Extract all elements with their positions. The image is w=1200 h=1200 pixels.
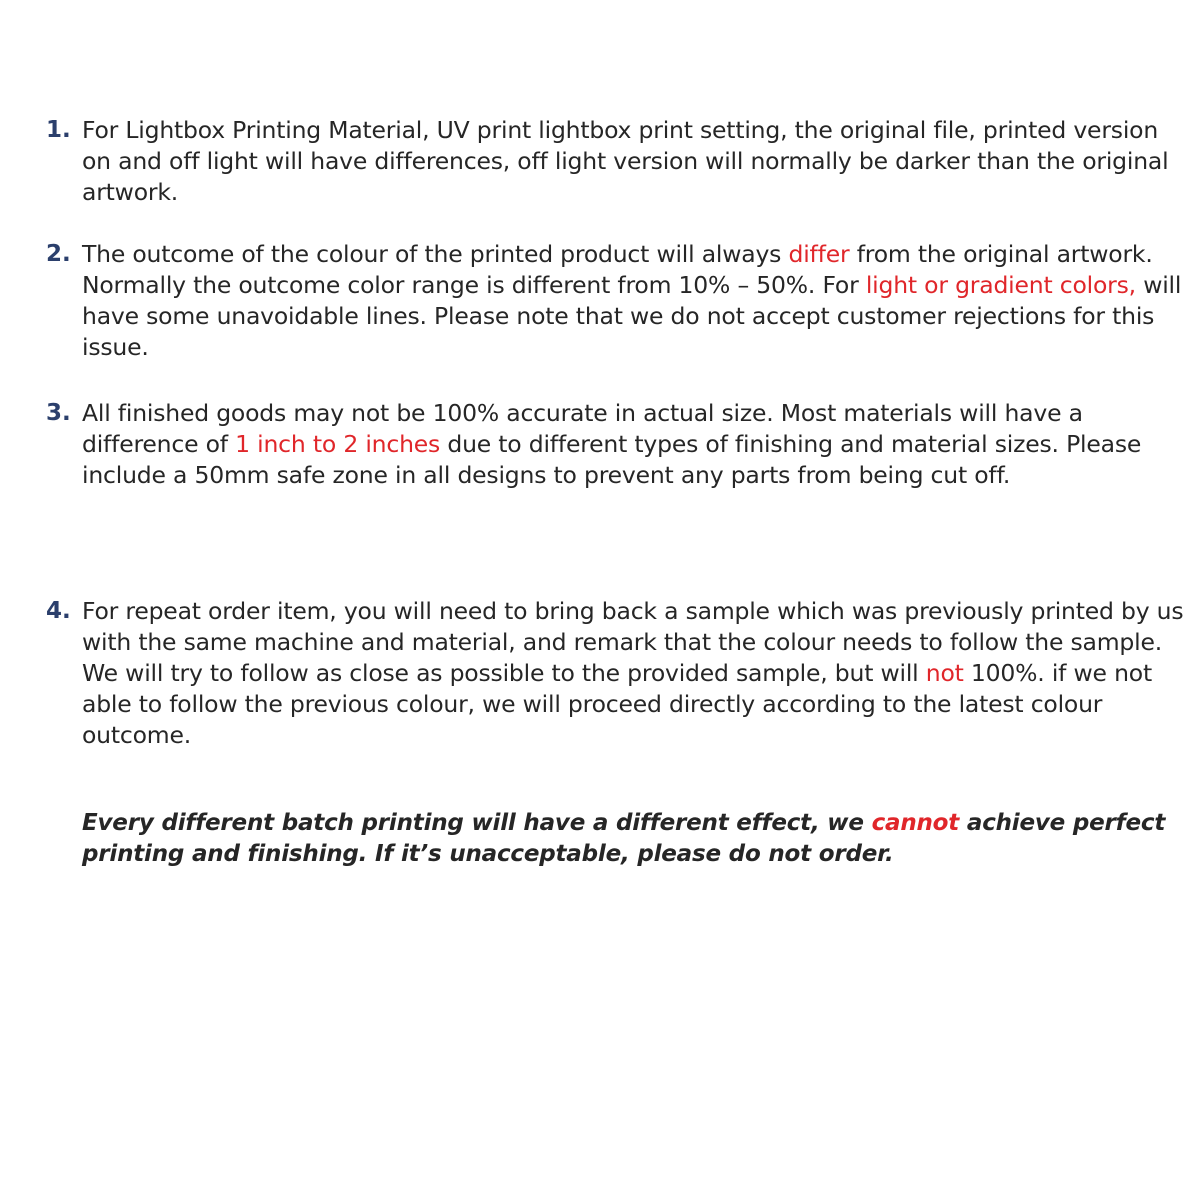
text-segment: from the original artwork. Normally the outcome color range is different from 10% – 50%. For: [82, 240, 1153, 299]
highlight-text: cannot: [871, 810, 960, 836]
highlight-text: differ: [788, 240, 850, 268]
text-segment: 100%. if we not able to follow the previous colour, we will proceed directly according to the latest colour outcome.: [82, 659, 1152, 749]
item-text: [82, 239, 1186, 363]
item-text: [82, 398, 1186, 491]
text-segment: Every different batch printing will have a different effect, we: [82, 810, 872, 836]
item-text: [82, 596, 1186, 751]
item-text: [82, 115, 1186, 208]
text-segment: will have some unavoidable lines. Please note that we do not accept customer rejections for this issue.: [82, 271, 1182, 361]
item-number: 4.: [46, 598, 71, 624]
notice-item-2: [46, 239, 1186, 363]
notice-item-1: [46, 115, 1186, 208]
text-segment: The outcome of the colour of the printed product will always: [82, 240, 789, 268]
highlight-text: 1 inch to 2 inches: [235, 430, 441, 458]
item-number: 2.: [46, 241, 71, 267]
item-number: 3.: [46, 400, 71, 426]
text-segment: For repeat order item, you will need to bring back a sample which was previously printed by us with the same machine and material, and remark that the colour needs to follow the sample. We will try to follow as close as possible to the provided sample, but will: [82, 597, 1184, 687]
text-segment: For Lightbox Printing Material, UV print lightbox print setting, the original file, printed version on and off light will have differences, off light version will normally be darker than the original artwork.: [82, 116, 1169, 206]
notice-item-3: [46, 398, 1186, 491]
text-segment: due to different types of finishing and material sizes. Please include a 50mm safe zone in all designs to prevent any parts from being cut off.: [82, 430, 1142, 489]
closing-note: [82, 808, 1182, 870]
text-segment: All finished goods may not be 100% accurate in actual size. Most materials will have a difference of: [82, 399, 1083, 458]
notice-item-4: [46, 596, 1186, 751]
highlight-text: not: [925, 659, 964, 687]
text-segment: achieve perfect printing and finishing. If it’s unacceptable, please do not order.: [82, 810, 1166, 867]
highlight-text: light or gradient colors,: [865, 271, 1136, 299]
item-number: 1.: [46, 117, 71, 143]
